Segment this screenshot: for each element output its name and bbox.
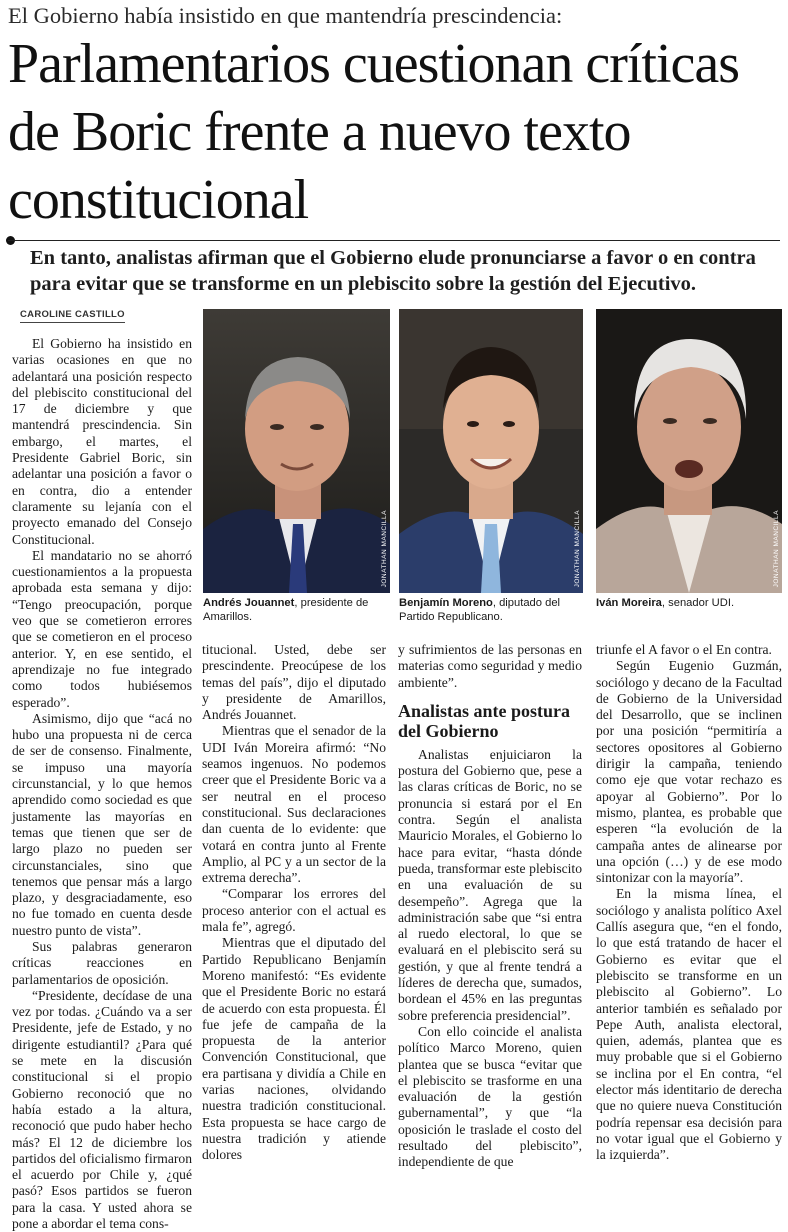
- paragraph: El Gobierno ha insistido en varias ocasiones en que no adelantará una posición respecto del plebiscito constitucional del 17 de diciembre y que mantendrá prescindencia. Sin embargo, el martes, el Presidente Gabriel Boric, sin adelantar una posición a favor o en contra, dio a entender claramente su lejanía con el proyecto emanado del Consejo Constitucional.: [12, 336, 192, 547]
- headline: Parlamentarios cuestionan críticas de Boric frente a nuevo texto constitucional: [8, 33, 740, 231]
- paragraph: “Comparar los errores del proceso anterior con el actual es mala fe”, agregó.: [202, 886, 386, 935]
- photo-andres-jouannet: [203, 309, 390, 593]
- portrait-image: [596, 309, 782, 593]
- paragraph: Mientras que el diputado del Partido Republicano Benjamín Moreno manifestó: “Es evidente que el Presidente Boric no estará de acuerdo con esta propuesta. Él fue jefe de campaña de la propuesta de la anterior Convención Constitucional, que era partisana y dividía a Chile en varias naciones, olvidando nuestra tradición constitucional. Esta propuesta se hace cargo de nuestra tradición y atiende dolores: [202, 935, 386, 1163]
- paragraph: y sufrimientos de las personas en materias como seguridad y medio ambiente”.: [398, 642, 582, 690]
- body-column-3: [398, 642, 582, 1171]
- paragraph: Asimismo, dijo que “acá no hubo una propuesta ni de cerca de ser de consenso. Finalmente, se impuso una mayoría circunstancial, y lo que hemos aprendido como sociedad es que justamente las mayorías en temas que tienen que ser de largo plazo no pueden ser circunstanciales, sino que tenemos que pensar más a largo plazo, y desgraciadamente, eso no fue tomado en cuenta desde nuestro punto de vista”.: [12, 710, 192, 938]
- paragraph: Sus palabras generaron críticas reacciones en parlamentarios de oposición.: [12, 938, 192, 987]
- byline: CAROLINE CASTILLO: [20, 309, 125, 323]
- caption-role: , presidente de Amarillos.: [203, 597, 369, 623]
- dek: En tanto, analistas afirman que el Gobierno elude pronunciarse a favor o en contra para evitar que se transforme en un plebiscito sobre la gestión del Ejecutivo.: [30, 247, 756, 295]
- caption-role: , senador UDI.: [661, 597, 735, 609]
- paragraph: Según Eugenio Guzmán, sociólogo y decano de la Facultad de Gobierno de la Universidad del Desarrollo, que se inclinen por una posición “permitiría a sectores opositores al Gobierno dirigir la campaña, teniendo como eje que votar rechazo es apoyar al Gobierno”. Por lo mismo, plantea, es probable que esperen “la evolución de la campaña antes de alinearse por una opción (…) y de ese modo sintonizar con la mayoría”.: [596, 658, 782, 886]
- headline-rule: [8, 240, 780, 241]
- paragraph: triunfe el A favor o el En contra.: [596, 642, 772, 657]
- photo-credit: JONATHAN MANCILLA: [574, 509, 581, 587]
- portrait-image: [203, 309, 390, 593]
- paragraph: titucional. Usted, debe ser prescindente. Preocúpese de los temas del país”, dijo el diputado y presidente de Amarillos, Andrés Jouannet.: [202, 642, 386, 723]
- photo-caption: [596, 596, 782, 610]
- paragraph: En la misma línea, el sociólogo y analista político Axel Callís asegura que, “en el fondo, lo que está tratando de hacer el Gobierno es evitar que el plebiscito se transforme en un plebiscito al Gobierno”. Lo anterior también es señalado por Pepe Auth, analista electoral, quien, además, plantea que es muy probable que si el Gobierno se inclina por el En contra, “el elector más identitario de derecha que no quiere nueva Constitución podría repensar esa decisión para no votar igual que el Gobierno y la izquierda”.: [596, 886, 782, 1163]
- photo-benjamin-moreno: [399, 309, 583, 593]
- photo-ivan-moreira: [596, 309, 782, 593]
- caption-name: Andrés Jouannet: [203, 597, 295, 609]
- portrait-image: [399, 309, 583, 593]
- paragraph: El mandatario no se ahorró cuestionamientos a la propuesta aprobada esta semana y dijo: “Tengo preocupación, porque veo que se cometieron errores que se cometieron en el proceso anterior. Y, en ese sentido, el aprendizaje no fue integrado como todos hubiésemos esperado”.: [12, 547, 192, 710]
- paragraph: “Presidente, decídase de una vez por todas. ¿Cuándo va a ser Presidente, jefe de Estado, y no dirigente estudiantil? ¿Para qué se mete en la discusión constitucional si el propio Gobierno reconoció que no había estado a la altura, reconoció que pudo haber hecho más? El 12 de diciembre los partidos del oficialismo firmaron el acuerdo por Chile y, ¿qué pasó? Esos partidos se fueron para la casa. Y usted ahora se pone a abordar el tema cons-: [12, 987, 192, 1232]
- paragraph: Analistas enjuiciaron la postura del Gobierno que, pese a las claras críticas de Boric, no se pronuncia si estará por el En contra. Según el analista Mauricio Morales, el Gobierno lo hace para evitar, “hasta dónde pueda, transformar este plebiscito en una evaluación de su desempeño”. Agrega que la administración sabe que “si entra al ruedo electoral, lo que se evaluará en el plebiscito será su gestión, y que al frente tendrá a líderes de derecha que, sumados, bordean el 45% en las preguntas sobre preferencia presidencial”.: [398, 746, 582, 1023]
- subheading: Analistas ante postura del Gobierno: [398, 700, 571, 741]
- photo-caption: [399, 596, 583, 624]
- caption-name: Iván Moreira: [596, 597, 662, 609]
- body-column-4: [596, 642, 782, 1164]
- kicker: El Gobierno había insistido en que mantendría prescindencia:: [8, 3, 563, 28]
- caption-name: Benjamín Moreno: [399, 597, 493, 609]
- photo-credit: JONATHAN MANCILLA: [773, 509, 780, 587]
- body-column-1: [12, 336, 192, 1232]
- photo-caption: [203, 596, 390, 624]
- paragraph: Con ello coincide el analista político Marco Moreno, quien plantea que se busca “evitar que el plebiscito se trasforme en una evaluación de la gestión gubernamental”, y que “la oposición le traslade el costo del resultado del plebiscito”, independiente de que: [398, 1023, 582, 1170]
- caption-role: , diputado del Partido Republicano.: [399, 597, 561, 623]
- photo-credit: JONATHAN MANCILLA: [381, 509, 388, 587]
- paragraph: Mientras que el senador de la UDI Iván Moreira afirmó: “No seamos ingenuos. No podemos creer que el Presidente Boric va a ser neutral en el proceso constitucional. Sus declaraciones dan cuenta de lo evidente: que votará en contra junto al Frente Amplio, al PC y a un sector de la extrema derecha”.: [202, 723, 386, 886]
- body-column-2: [202, 642, 386, 1164]
